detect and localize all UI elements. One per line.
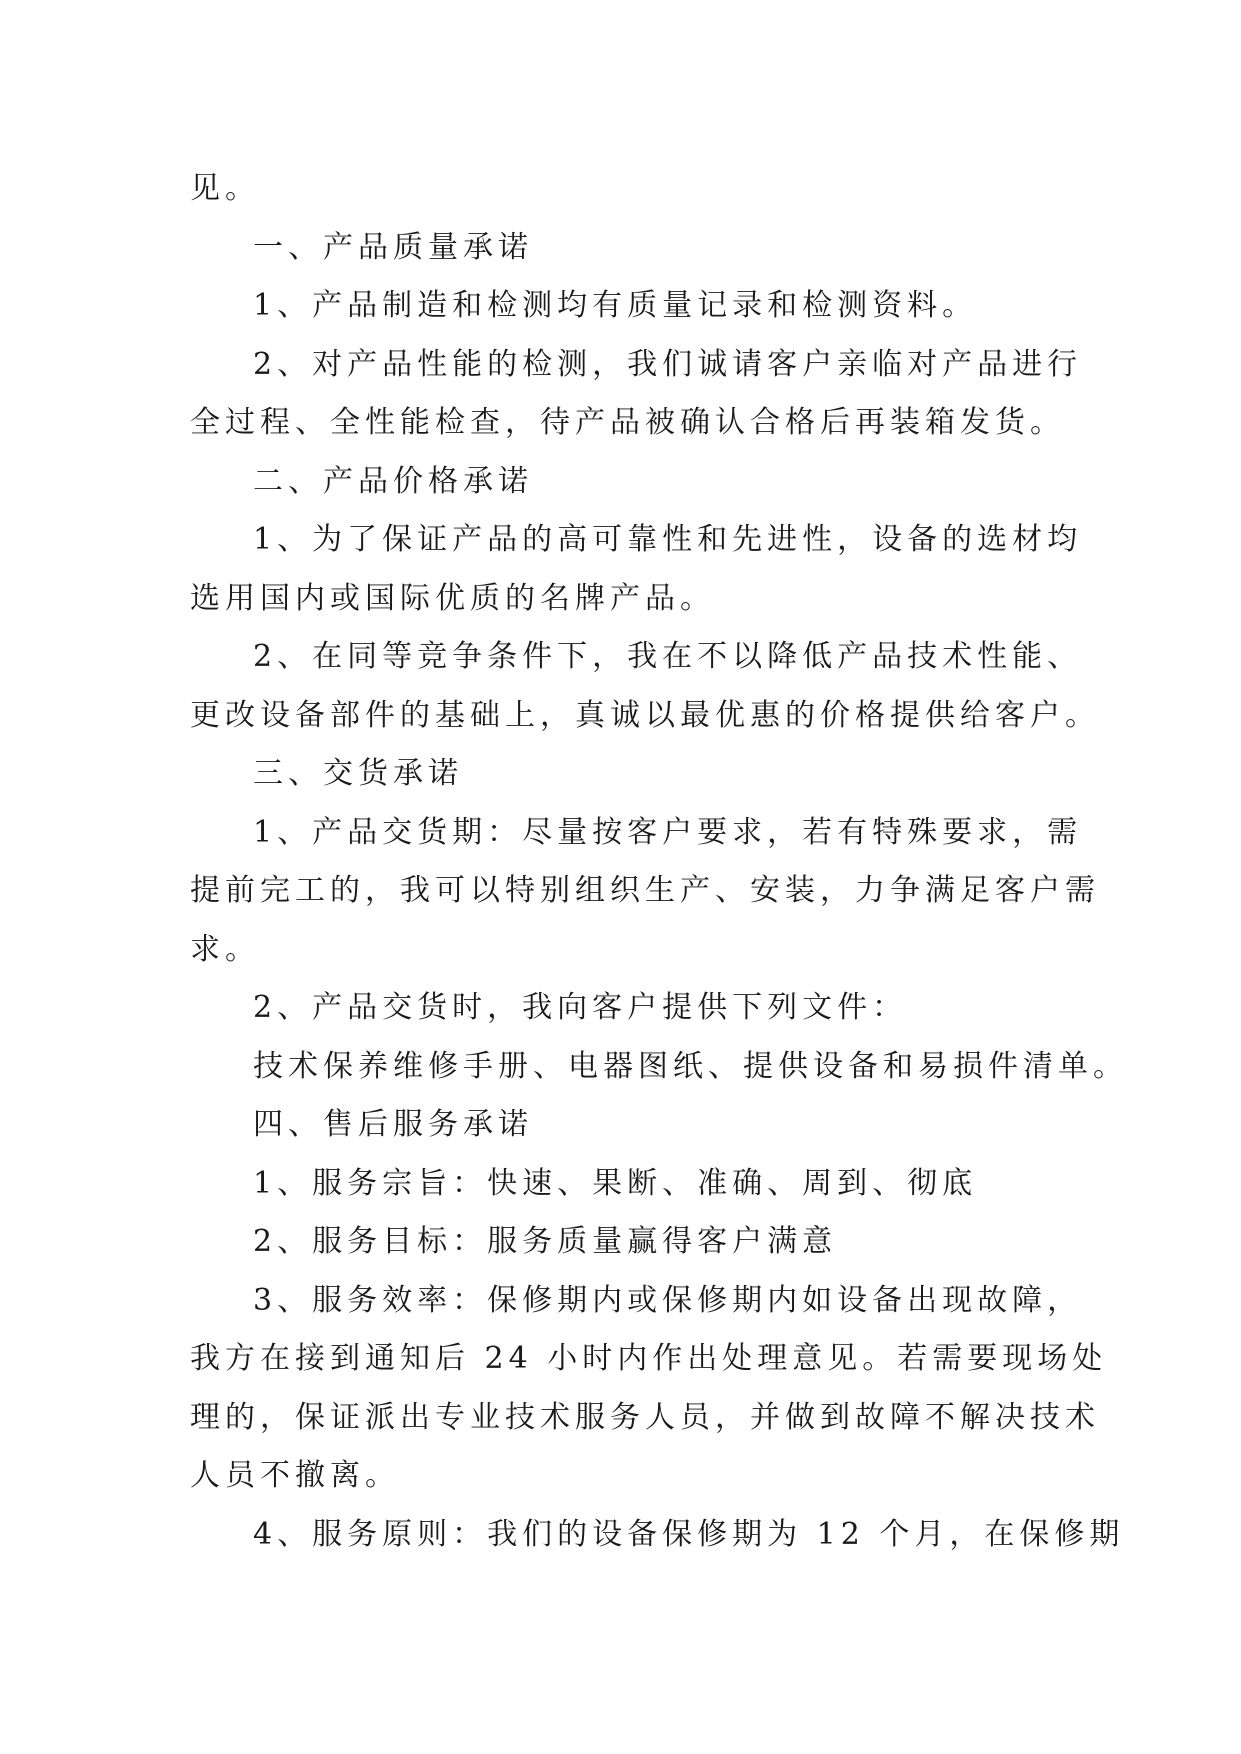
section-heading: 二、产品价格承诺 <box>253 463 533 499</box>
text-line: 更改设备部件的基础上，真诚以最优惠的价格提供给客户。 <box>190 697 1100 733</box>
text-line: 1、产品制造和检测均有质量记录和检测资料。 <box>253 288 978 323</box>
text-line: 选用国内或国际优质的名牌产品。 <box>190 580 715 616</box>
text-line: 1、服务宗旨：快速、果断、准确、周到、彻底 <box>253 1165 978 1201</box>
text-line: 求。 <box>190 931 260 967</box>
section-heading: 一、产品质量承诺 <box>253 229 533 265</box>
text-line: 2、在同等竞争条件下，我在不以降低产品技术性能、 <box>253 639 1083 674</box>
text-line: 见。 <box>190 171 260 206</box>
document-body <box>190 160 1128 1564</box>
text-line: 4、服务原则：我们的设备保修期为 12 个月，在保修期 <box>253 1516 1125 1552</box>
text-line: 2、服务目标：服务质量赢得客户满意 <box>253 1224 838 1259</box>
text-line: 全过程、全性能检查，待产品被确认合格后再装箱发货。 <box>190 405 1065 440</box>
text-line: 2、对产品性能的检测，我们诚请客户亲临对产品进行 <box>253 346 1083 382</box>
text-line: 1、为了保证产品的高可靠性和先进性，设备的选材均 <box>253 522 1083 557</box>
text-line: 1、产品交货期：尽量按客户要求，若有特殊要求，需 <box>253 814 1083 850</box>
text-line: 提前完工的，我可以特别组织生产、安装，力争满足客户需 <box>190 873 1100 908</box>
text-line: 理的，保证派出专业技术服务人员，并做到故障不解决技术 <box>190 1399 1100 1435</box>
section-heading: 四、售后服务承诺 <box>253 1107 533 1142</box>
text-line: 人员不撤离。 <box>190 1458 400 1493</box>
text-line: 2、产品交货时，我向客户提供下列文件： <box>253 990 908 1025</box>
text-line: 3、服务效率：保修期内或保修期内如设备出现故障， <box>253 1282 1083 1318</box>
section-heading: 三、交货承诺 <box>253 756 463 791</box>
text-line: 我方在接到通知后 24 小时内作出处理意见。若需要现场处 <box>190 1341 1108 1376</box>
text-line: 技术保养维修手册、电器图纸、提供设备和易损件清单。 <box>253 1048 1128 1084</box>
